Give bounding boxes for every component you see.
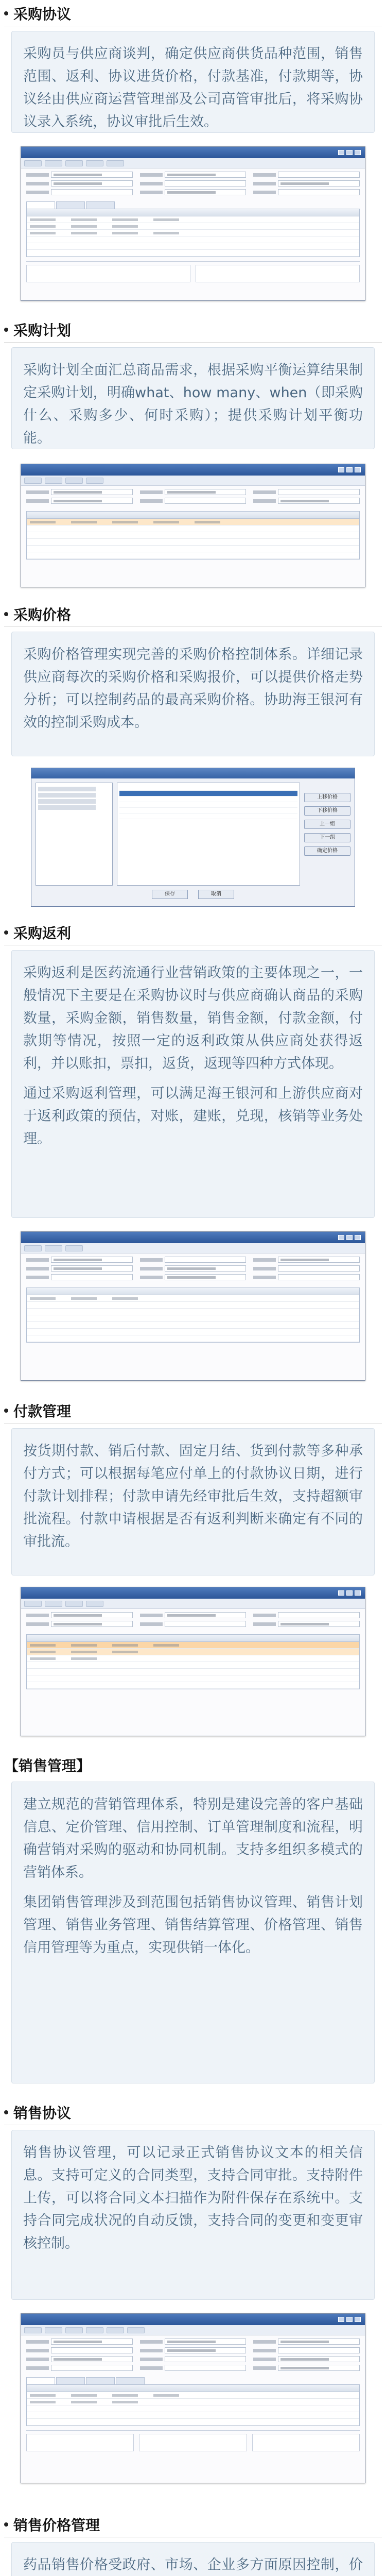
next-group-button[interactable]: 下一组 [304,833,350,842]
section-title: 采购计划 [13,322,72,339]
price-list[interactable] [117,783,300,886]
divider [4,626,382,627]
form [21,168,365,198]
description-card [11,31,375,133]
description-card [11,1428,375,1575]
section-sales-management [0,1747,386,2097]
toolbar [21,158,365,168]
bullet-icon [4,328,8,332]
section-payment [0,1391,386,1747]
section-heading [4,2102,71,2123]
confirm-price-button[interactable]: 确定价格 [304,846,350,856]
section-title: 销售协议 [13,2105,72,2122]
section-title: 销售价格管理 [13,2517,100,2534]
description-text: 建立规范的营销管理体系，特别是建设完善的客户基础信息、定价管理、信用控制、订单管理制度和流程，明确营销对采购的驱动和协同机制。支持多组织多模式的营销体系。 [23,1797,363,1880]
description-text: 采购员与供应商谈判，确定供应商供货品种范围，销售范围、返利、协议进货价格，付款基准，付款期等，协议经由供应商运营管理部及公司高管审批后，将采购协议录入系统，协议审批后生效。 [23,46,363,130]
description-text-2: 通过采购返利管理，可以满足海王银河和上游供应商对于返利政策的预估，对账，建账，兑现，核销等业务处理。 [23,1086,363,1147]
section-sales-agreement [0,2097,386,2499]
bullet-icon [4,11,8,15]
section-heading [4,1400,71,1421]
description-text: 药品销售价格受政府、市场、企业多方面原因控制，价 [23,2557,363,2573]
section-title: 采购协议 [13,6,72,23]
data-grid [26,209,360,257]
section-purchase-agreement [0,0,386,309]
description-text: 采购返利是医药流通行业营销政策的主要体现之一，一般情况下主要是在采购协议时与供应商确认商品的采购数量，采购金额，销售数量，销售金额，付款金额，付款期等情况，按照一定的返利政策从供应商处获得返利，并以账扣，票扣，返货，返现等四种方式体现。 [23,965,363,1072]
section-heading [4,922,71,943]
description-card [11,950,375,1218]
bullet-icon [4,2110,8,2114]
description-text: 采购计划全面汇总商品需求，根据采购平衡运算结果制定采购计划，明确what、how many、when（即采购什么、采购多少、何时采购）；提供采购计划平衡功能。 [23,362,363,446]
section-purchase-rebate [0,917,386,1391]
section-sales-price [0,2499,386,2576]
sales-agreement-screenshot [21,2313,365,2483]
bullet-icon [4,612,8,616]
description-card [11,1782,375,2083]
price-control-dialog [31,768,355,907]
description-card [11,2130,375,2300]
move-up-price-button[interactable]: 上移价格 [304,793,350,802]
payment-screenshot [21,1587,365,1736]
section-heading [4,3,71,24]
dialog-title-bar [31,768,355,778]
divider [4,342,382,343]
move-down-price-button[interactable]: 下移价格 [304,806,350,816]
description-card [11,347,375,449]
section-heading [4,319,71,340]
purchase-rebate-screenshot [21,1231,365,1381]
prev-group-button[interactable]: 上一组 [304,820,350,829]
section-title: 付款管理 [13,1403,72,1420]
description-text: 按货期付款、销后付款、固定月结、货到付款等多种承付方式；可以根据每笔应付单上的付款协议日期，进行付款计划排程；付款申请先经审批后生效，支持超额审批流程。付款申请根据是否有返利判断来确定有不同的审批流。 [23,1443,363,1550]
save-button[interactable]: 保存 [152,890,188,899]
section-heading [4,2514,100,2535]
section-heading [4,604,71,624]
cancel-button[interactable]: 取消 [198,890,234,899]
section-title: 采购价格 [13,606,72,623]
description-text: 销售协议管理，可以记录正式销售协议文本的相关信息。支持可定义的合同类型，支持合同审批。支持附件上传，可以将合同文本扫描作为附件保存在系统中。支持合同完成状况的自动反馈，支持合同的变更和变更审核控制。 [23,2145,363,2251]
description-text-2: 集团销售管理涉及到范围包括销售协议管理、销售计划管理、销售业务管理、销售结算管理、价格管理、销售信用管理等为重点，实现供销一体化。 [23,1894,363,1956]
bullet-icon [4,930,8,935]
window-title-bar [21,147,365,158]
section-purchase-price [0,598,386,917]
section-purchase-plan [0,309,386,598]
section-title: 【销售管理】 [4,1757,91,1774]
description-card [11,2542,375,2576]
section-heading [4,1755,91,1775]
description-card [11,632,375,756]
purchase-plan-screenshot [21,464,365,587]
category-tree[interactable] [36,783,113,886]
bullet-icon [4,2522,8,2527]
description-text: 采购价格管理实现完善的采购价格控制体系。详细记录供应商每次的采购价格和采购报价，可以提供价格走势分析；可以控制药品的最高采购价格。协助海王银河有效的控制采购成本。 [23,647,363,731]
purchase-agreement-screenshot [21,146,365,301]
section-title: 采购返利 [13,925,72,942]
bullet-icon [4,1409,8,1413]
